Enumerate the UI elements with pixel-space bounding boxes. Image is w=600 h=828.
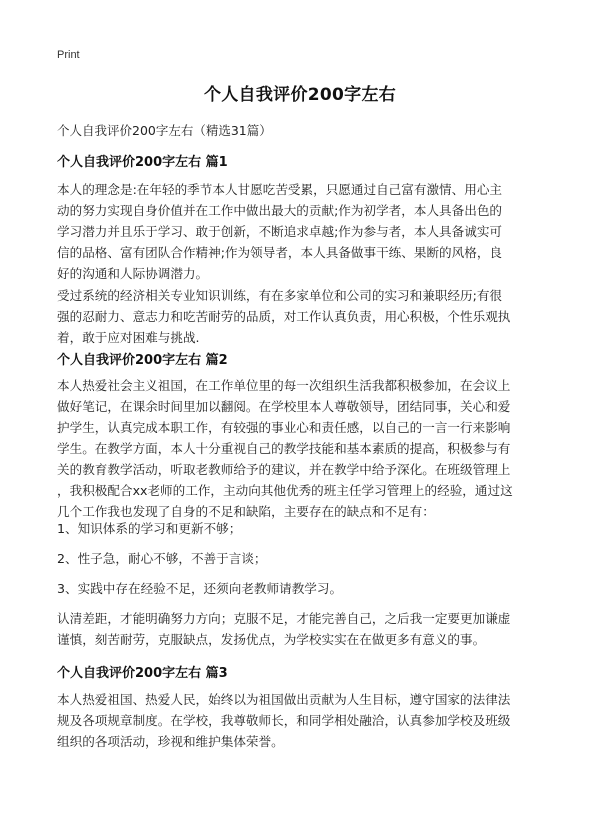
text-line: 认清差距，才能明确努力方向；克服不足，才能完善自己，之后我一定要更加谦虚 bbox=[57, 611, 511, 626]
text-line: 着，敢于应对困难与挑战. bbox=[57, 330, 200, 345]
text-line: 几个工作我也发现了自身的不足和缺陷，主要存在的缺点和不足有： bbox=[57, 504, 435, 519]
subtitle: 个人自我评价200字左右（精选31篇） bbox=[57, 123, 272, 138]
text-line: 关的教育教学活动，听取老教师给予的建议，并在教学中给予深化。在班级管理上 bbox=[57, 462, 511, 477]
section-heading-2: 个人自我评价200字左右 篇2 bbox=[57, 353, 228, 368]
text-line: 本人热爱祖国、热爱人民，始终以为祖国做出贡献为人生目标，遵守国家的法律法 bbox=[57, 692, 511, 707]
list-item: 1、知识体系的学习和更新不够； bbox=[57, 521, 242, 536]
text-line: 本人热爱社会主义祖国，在工作单位里的每一次组织生活我都积极参加，在会议上 bbox=[57, 378, 511, 393]
text-line: 谨慎，刻苦耐劳，克服缺点，发扬优点，为学校实实在在做更多有意义的事。 bbox=[57, 632, 486, 647]
print-label[interactable]: Print bbox=[57, 49, 80, 61]
page-title: 个人自我评价200字左右 bbox=[203, 85, 397, 105]
text-line: 信的品格、富有团队合作精神;作为领导者，本人具备做事干练、果断的风格，良 bbox=[57, 245, 503, 260]
text-line: 受过系统的经济相关专业知识训练，有在多家单位和公司的实习和兼职经历;有很 bbox=[57, 288, 503, 303]
list-item: 2、性子急，耐心不够，不善于言谈； bbox=[57, 551, 267, 566]
text-line: 护学生，认真完成本职工作，有较强的事业心和责任感，以自己的一言一行来影响 bbox=[57, 420, 511, 435]
section-3-paragraph-1 bbox=[57, 689, 547, 752]
text-line: 规及各项规章制度。在学校，我尊敬师长，和同学相处融洽，认真参加学校及班级 bbox=[57, 713, 511, 728]
section-heading-3: 个人自我评价200字左右 篇3 bbox=[57, 666, 228, 681]
text-line: ，我积极配合xx老师的工作，主动向其他优秀的班主任学习管理上的经验，通过这 bbox=[57, 483, 513, 498]
text-line: 组织的各项活动，珍视和维护集体荣誉。 bbox=[57, 734, 284, 749]
section-2-closing bbox=[57, 608, 547, 650]
list-item: 3、实践中存在经验不足，还须向老教师请教学习。 bbox=[57, 581, 343, 596]
text-line: 动的努力实现自身价值并在工作中做出最大的贡献;作为初学者，本人具备出色的 bbox=[57, 203, 503, 218]
text-line: 做好笔记，在课余时间里加以翻阅。在学校里本人尊敬领导，团结同事，关心和爱 bbox=[57, 399, 511, 414]
section-1-paragraph-2 bbox=[57, 285, 547, 348]
section-1-paragraph-1 bbox=[57, 179, 547, 284]
text-line: 学习潜力并且乐于学习、敢于创新，不断追求卓越;作为参与者，本人具备诚实可 bbox=[57, 224, 503, 239]
section-2-paragraph-1 bbox=[57, 375, 547, 522]
text-line: 本人的理念是:在年轻的季节本人甘愿吃苦受累，只愿通过自己富有激情、用心主 bbox=[57, 182, 503, 197]
text-line: 好的沟通和人际协调潜力。 bbox=[57, 266, 209, 281]
text-line: 强的忍耐力、意志力和吃苦耐劳的品质，对工作认真负责，用心积极，个性乐观执 bbox=[57, 309, 511, 324]
section-heading-1: 个人自我评价200字左右 篇1 bbox=[57, 155, 228, 170]
text-line: 学生。在教学方面，本人十分重视自己的教学技能和基本素质的提高，积极参与有 bbox=[57, 441, 511, 456]
